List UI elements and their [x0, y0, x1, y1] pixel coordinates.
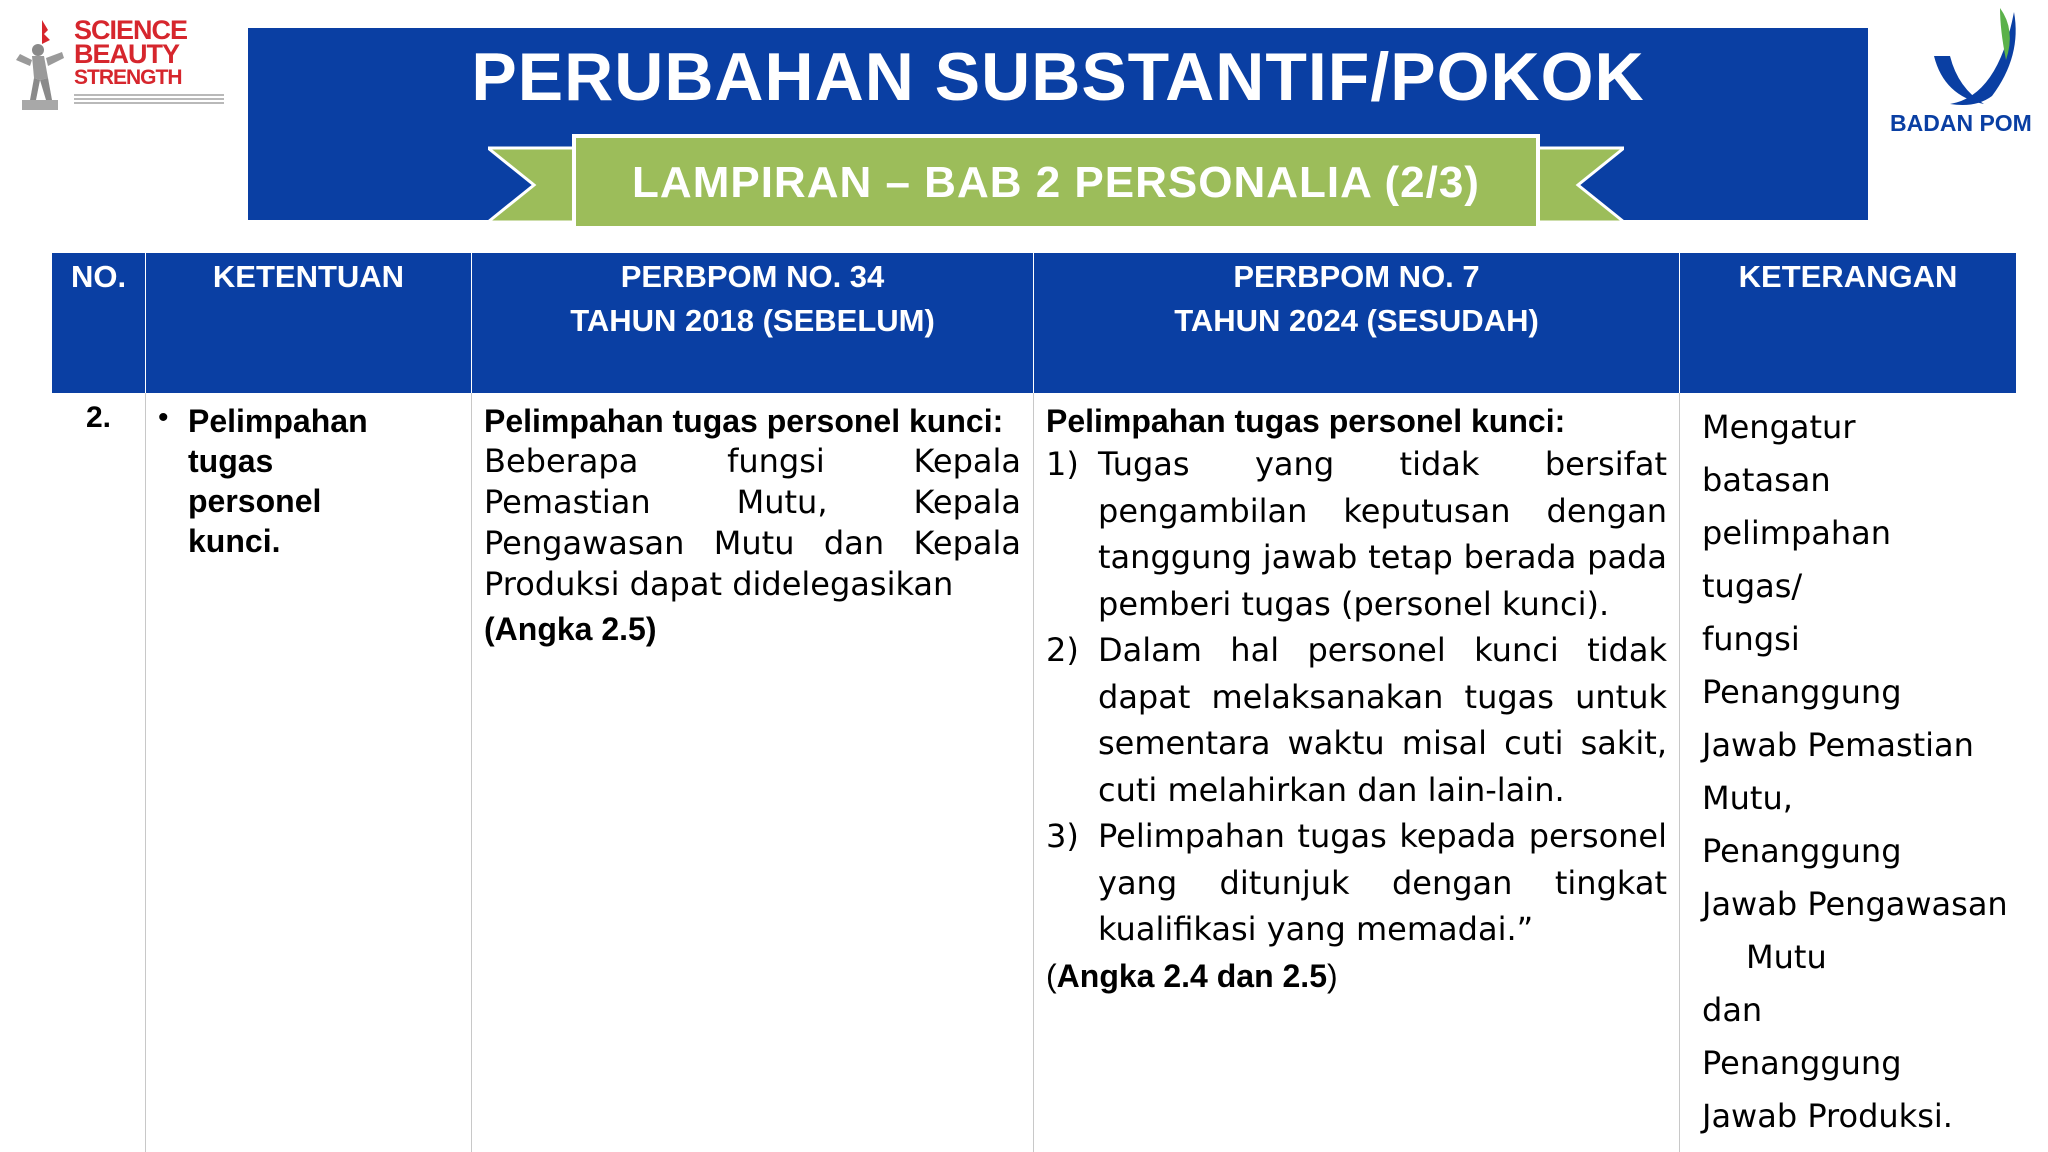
page-title: PERUBAHAN SUBSTANTIF/POKOK	[471, 39, 1645, 115]
header-no: NO.	[52, 253, 146, 393]
keterangan-line: tugas/	[1702, 567, 1803, 605]
header-sesudah-line1: PERBPOM NO. 7	[1233, 259, 1480, 294]
header-sebelum-line2: TAHUN 2018 (SEBELUM)	[570, 303, 935, 338]
badan-pom-logo	[1888, 0, 2048, 140]
ketentuan-text: Pelimpahan tugas personel kunci.	[188, 403, 368, 559]
sesudah-list	[1046, 441, 1667, 953]
keterangan-line: Penanggung	[1702, 1044, 1902, 1082]
cell-no: 2.	[52, 393, 146, 1152]
sesudah-heading: Pelimpahan tugas personel kunci:	[1046, 403, 1566, 439]
table-row	[52, 393, 2016, 1152]
keterangan-line: fungsi	[1702, 620, 1800, 658]
header-sebelum-line1: PERBPOM NO. 34	[620, 259, 885, 294]
bullet-icon: •	[158, 401, 169, 434]
subtitle-ribbon	[488, 130, 1624, 234]
keterangan-line: Mutu,	[1702, 779, 1793, 817]
cell-sebelum	[472, 393, 1034, 1152]
keterangan-line: batasan	[1702, 461, 1831, 499]
header-keterangan: KETERANGAN	[1738, 259, 1958, 294]
sebelum-text: Beberapa fungsi Kepala Pemastian Mutu, Kepala Pengawasan Mutu dan Kepala Produksi dapat didelegasikan	[484, 442, 1021, 603]
header-sesudah	[1034, 253, 1680, 393]
header-sesudah-line2: TAHUN 2024 (SESUDAH)	[1174, 303, 1539, 338]
header-ketentuan: KETENTUAN	[146, 253, 472, 393]
logo-text-science: SCIENCE	[74, 15, 188, 45]
cell-sesudah	[1034, 393, 1680, 1152]
logo-text-strength: STRENGTH	[74, 66, 182, 89]
sesudah-reference: (Angka 2.4 dan 2.5)	[1046, 957, 1338, 994]
logo-fine-print	[74, 92, 224, 106]
statue-figure-icon	[12, 16, 68, 116]
keterangan-line: Jawab Produksi.	[1702, 1097, 1953, 1135]
sebelum-reference: (Angka 2.5)	[484, 611, 657, 647]
keterangan-line: Mengatur	[1702, 408, 1856, 446]
badan-pom-swoosh-icon	[1888, 0, 2048, 110]
page-subtitle: LAMPIRAN – BAB 2 PERSONALIA (2/3)	[632, 158, 1480, 207]
list-item: 2) Dalam hal personel kunci tidak dapat melaksanakan tugas untuk sementara waktu misal cuti sakit, cuti melahirkan dan lain-lain.	[1046, 631, 1667, 809]
sebelum-heading: Pelimpahan tugas personel kunci:	[484, 403, 1004, 439]
cell-keterangan	[1680, 393, 2016, 1152]
badan-pom-text: BADAN POM	[1890, 110, 2032, 136]
header-sebelum	[472, 253, 1034, 393]
keterangan-line: dan	[1702, 991, 1763, 1029]
keterangan-line: Jawab Pengawasan	[1702, 885, 2008, 923]
science-beauty-strength-logo	[8, 6, 218, 122]
list-item: 1) Tugas yang tidak bersifat pengambilan keputusan dengan tanggung jawab tetap berada pada pemberi tugas (personel kunci).	[1046, 445, 1667, 623]
keterangan-line: Penanggung	[1702, 832, 1902, 870]
keterangan-line: Jawab Pemastian	[1702, 726, 1974, 764]
keterangan-line: pelimpahan	[1702, 514, 1892, 552]
keterangan-line: Penanggung	[1702, 673, 1902, 711]
table-header	[52, 253, 2016, 393]
logo-text-beauty: BEAUTY	[74, 39, 180, 69]
keterangan-line: Mutu	[1746, 938, 1827, 976]
cell-ketentuan	[146, 393, 472, 1152]
list-item: 3) Pelimpahan tugas kepada personel yang ditunjuk dengan tingkat kualifikasi yang memadai.”	[1046, 817, 1667, 948]
